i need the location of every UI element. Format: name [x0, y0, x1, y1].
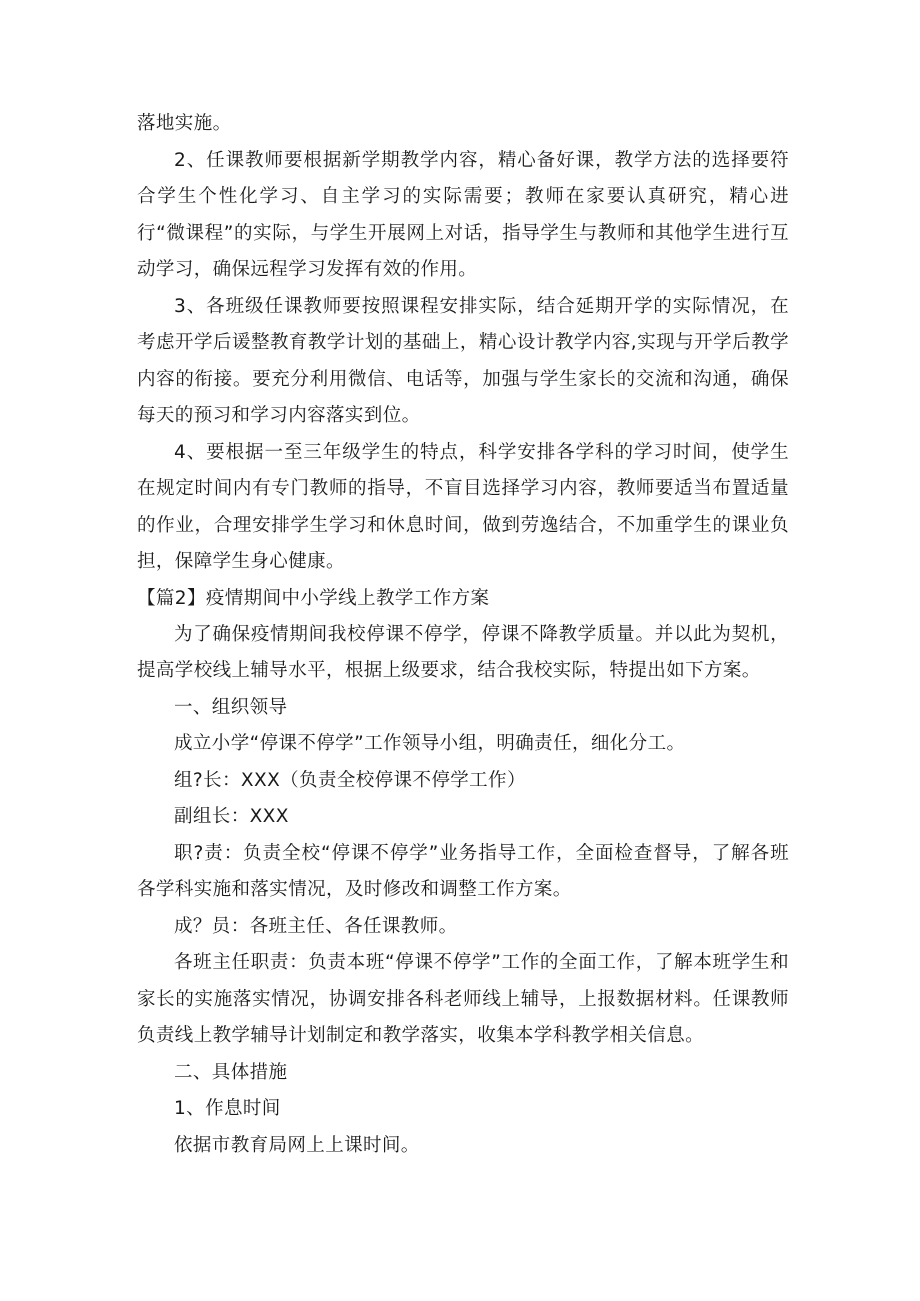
document-page — [137, 106, 789, 1164]
subheading-organization: 一、组织领导 — [174, 696, 288, 718]
paragraph-duties: 职?责：负责全校“停课不停学”业务指导工作，全面检查督导，了解各班各学科实施和落实情况，及时修改和调整工作方案。 — [137, 842, 789, 900]
paragraph-1: 落地实施。 — [137, 113, 232, 134]
paragraph-4: 4、要根据一至三年级学生的特点，科学安排各学科的学习时间，使学生在规定时间内有专门教师的指导，不盲目选择学习内容，教师要适当布置适量的作业，合理安排学生学习和休息时间，做到劳逸结合，不加重学生的课业负担，保障学生身心健康。 — [137, 441, 789, 572]
paragraph-group: 成立小学“停课不停学”工作领导小组，明确责任，细化分工。 — [174, 733, 686, 754]
paragraph-members: 成？员：各班主任、各任课教师。 — [174, 915, 458, 937]
paragraph-leader: 组?长：XXX（负责全校停课不停学工作） — [174, 769, 526, 791]
paragraph-intro: 为了确保疫情期间我校停课不停学，停课不降教学质量。并以此为契机，提高学校线上辅导水平，根据上级要求，结合我校实际，特提出如下方案。 — [137, 623, 789, 681]
section-heading: 【篇2】疫情期间中小学线上教学工作方案 — [137, 587, 490, 609]
paragraph-teacher-duties: 各班主任职责：负责本班“停课不停学”工作的全面工作，了解本班学生和家长的实施落实情况，协调安排各科老师线上辅导，上报数据材料。任课教师负责线上教学辅导计划制定和教学落实，收集本学科教学相关信息。 — [137, 952, 789, 1046]
paragraph-schedule: 依据市教育局网上上课时间。 — [174, 1134, 420, 1156]
paragraph-3: 3、各班级任课教师要按照课程安排实际，结合延期开学的实际情况，在考虑开学后谖整教育教学计划的基础上，精心设计教学内容,实现与开学后教学内容的衔接。要充分利用微信、电话等，加强与学生家长的交流和沟通，确保每天的预习和学习内容落实到位。 — [137, 295, 789, 426]
subheading-measures: 二、具体措施 — [174, 1061, 288, 1083]
paragraph-2: 2、任课教师要根据新学期教学内容，精心备好课，教学方法的选择要符合学生个性化学习、自主学习的实际需要；教师在家要认真研究，精心进行“微课程”的实际，与学生开展网上对话，指导学生与教师和其他学生进行互动学习，确保远程学习发挥有效的作用。 — [137, 149, 789, 280]
paragraph-deputy: 副组长：XXX — [174, 806, 289, 827]
subheading-schedule: 1、作息时间 — [174, 1098, 281, 1119]
